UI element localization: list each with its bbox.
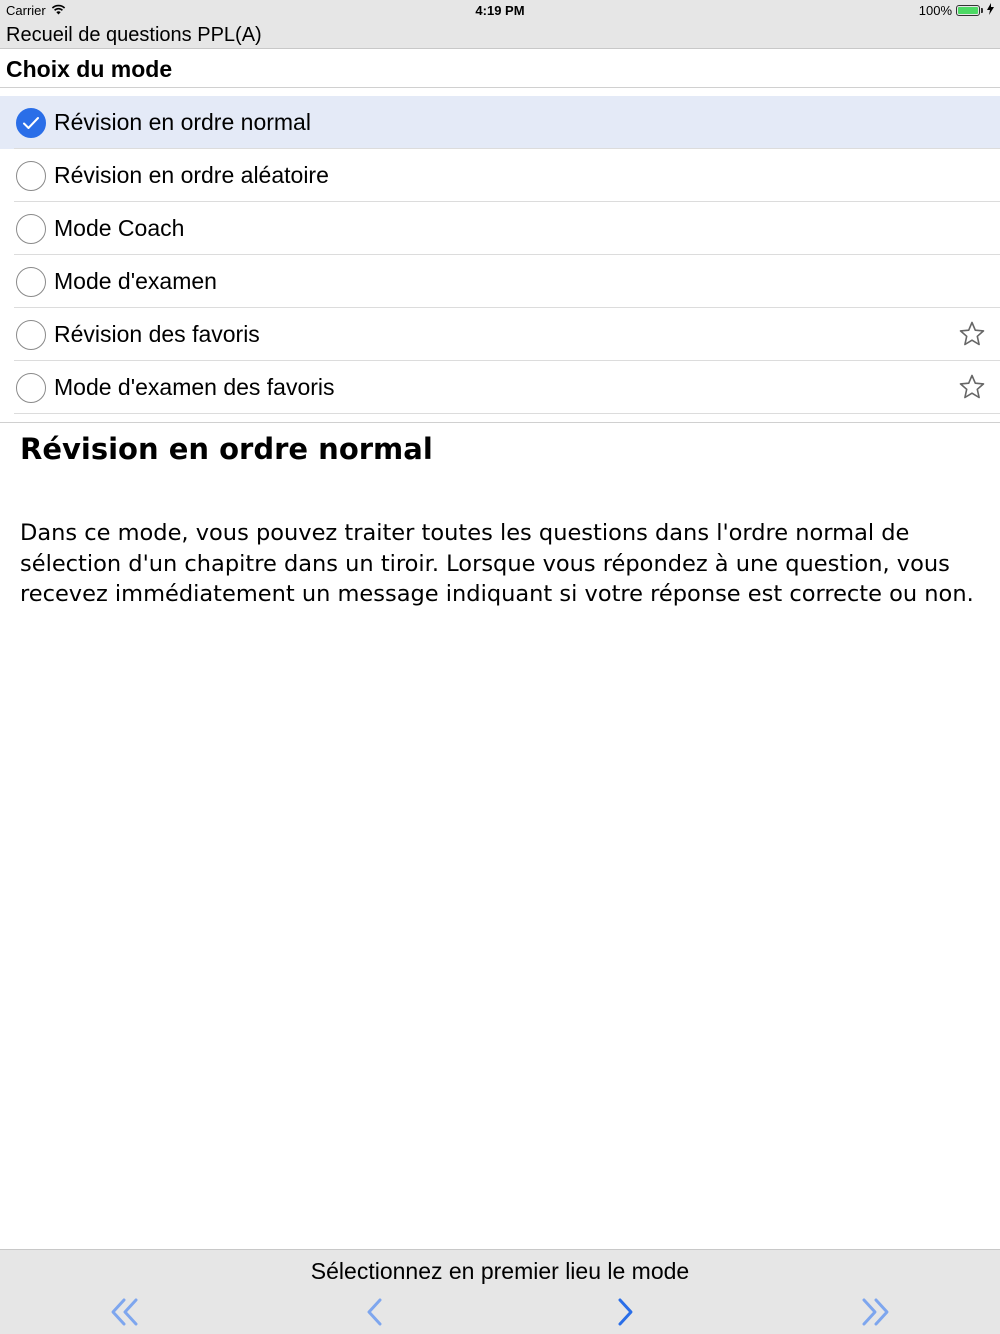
battery-icon — [956, 5, 983, 16]
mode-option-revision-random[interactable] — [0, 149, 1000, 202]
radio-unchecked-icon[interactable] — [16, 161, 46, 191]
battery-percent: 100% — [918, 3, 952, 18]
description-title: Révision en ordre normal — [20, 432, 433, 466]
star-outline-icon — [958, 373, 986, 401]
mode-option-favorites-exam[interactable] — [0, 361, 1000, 414]
divider — [0, 422, 1000, 423]
radio-unchecked-icon[interactable] — [16, 267, 46, 297]
first-button[interactable] — [105, 1294, 145, 1330]
star-outline-icon — [958, 320, 986, 348]
mode-option-favorites-revision[interactable] — [0, 308, 1000, 361]
double-chevron-left-icon — [108, 1297, 142, 1327]
last-button[interactable] — [855, 1294, 895, 1330]
mode-label: Révision en ordre aléatoire — [54, 162, 329, 188]
radio-unchecked-icon[interactable] — [16, 320, 46, 350]
bottom-toolbar — [0, 1249, 1000, 1334]
app-title: Recueil de questions PPL(A) — [0, 22, 1000, 49]
mode-label: Révision des favoris — [54, 321, 260, 347]
mode-option-revision-normal[interactable] — [0, 96, 1000, 149]
chevron-right-icon — [613, 1297, 637, 1327]
carrier-label: Carrier — [6, 3, 46, 18]
radio-unchecked-icon[interactable] — [16, 373, 46, 403]
section-title: Choix du mode — [0, 50, 1000, 88]
next-button[interactable] — [605, 1294, 645, 1330]
description-body: Dans ce mode, vous pouvez traiter toutes les questions dans l'ordre normal de sélection d'un chapitre dans un tiroir. Lorsque vous répondez à une question, vous recevez immédiatement un message indiquant si votre réponse est correcte ou non. — [20, 520, 974, 607]
chevron-left-icon — [363, 1297, 387, 1327]
radio-checked-icon[interactable] — [16, 108, 46, 138]
mode-list — [0, 96, 1000, 414]
mode-label: Révision en ordre normal — [54, 109, 311, 135]
mode-label: Mode Coach — [54, 215, 185, 241]
previous-button[interactable] — [355, 1294, 395, 1330]
status-time: 4:19 PM — [475, 3, 525, 18]
mode-option-coach[interactable] — [0, 202, 1000, 255]
mode-label: Mode d'examen — [54, 268, 217, 294]
mode-label: Mode d'examen des favoris — [54, 374, 335, 400]
double-chevron-right-icon — [858, 1297, 892, 1327]
charging-icon — [987, 3, 994, 18]
mode-option-exam[interactable] — [0, 255, 1000, 308]
bottom-message: Sélectionnez en premier lieu le mode — [310, 1258, 690, 1284]
radio-unchecked-icon[interactable] — [16, 214, 46, 244]
status-bar — [0, 0, 1000, 22]
